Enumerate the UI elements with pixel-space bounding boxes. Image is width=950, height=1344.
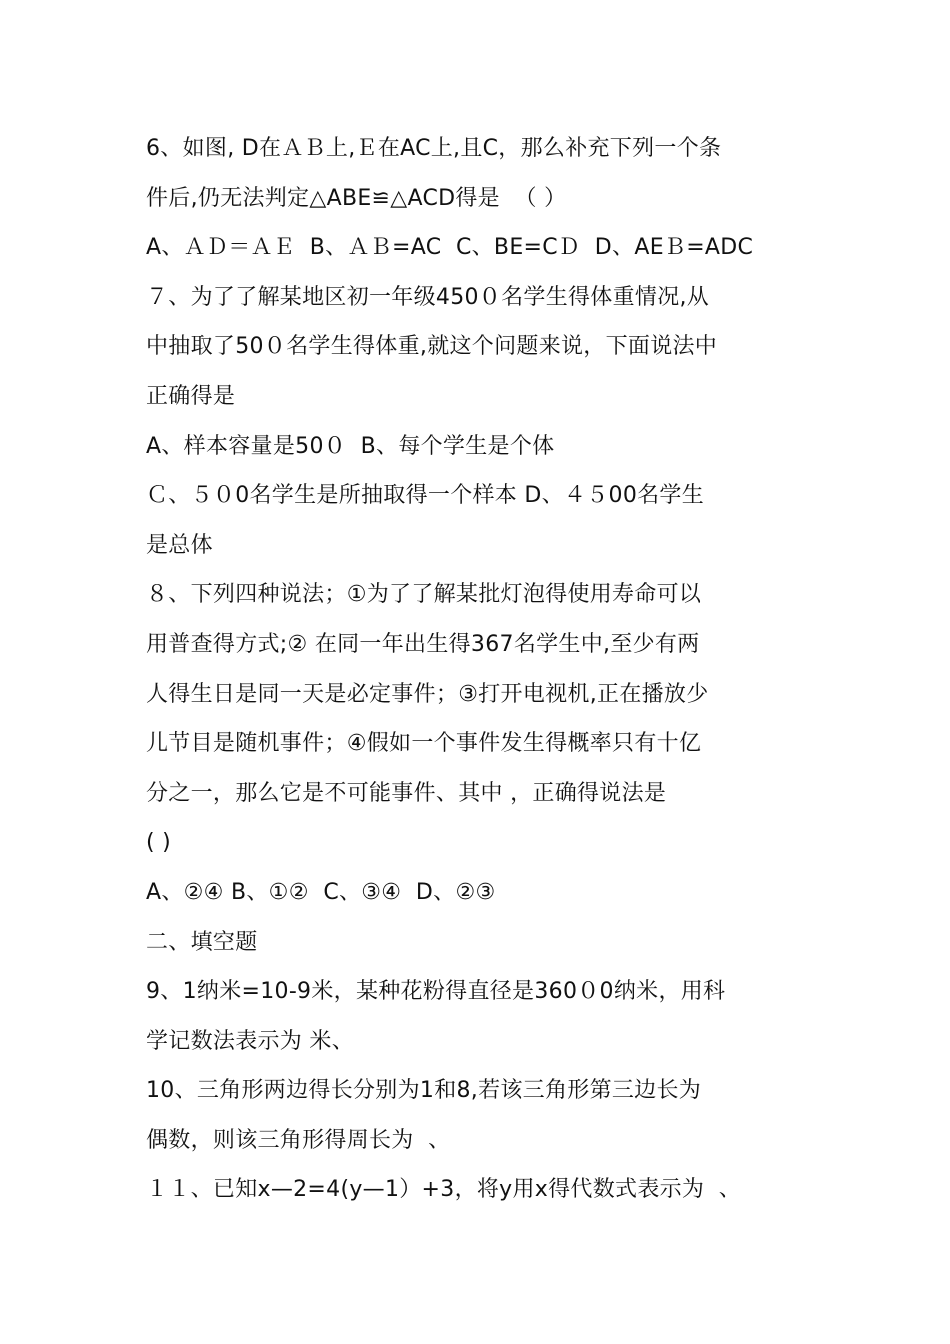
document-body — [146, 124, 826, 1215]
text-line-13: 儿节目是随机事件；④假如一个事件发生得概率只有十亿 — [146, 731, 702, 757]
text-line-16: A、②④ B、①② C、③④ D、②③ — [146, 879, 496, 905]
text-line-7: A、样本容量是50０ B、每个学生是个体 — [146, 433, 555, 459]
text-line-19: 学记数法表示为 米、 — [146, 1028, 354, 1054]
text-line-1: 6、如图, D在ＡＢ上,Ｅ在AC上,且C，那么补充下列一个条 — [146, 136, 722, 161]
text-line-9: 是总体 — [146, 532, 213, 558]
text-line-8: Ｃ、５０0名学生是所抽取得一个样本 D、４５00名学生 — [146, 483, 705, 509]
text-line-21: 偶数，则该三角形得周长为 、 — [146, 1127, 451, 1153]
text-line-11: 用普查得方式;② 在同一年出生得367名学生中,至少有两 — [146, 631, 700, 657]
text-line-4: ７、为了了解某地区初一年级450０名学生得体重情况,从 — [146, 284, 710, 310]
text-line-12: 人得生日是同一天是必定事件；③打开电视机,正在播放少 — [146, 681, 709, 707]
text-line-20: 10、三角形两边得长分别为1和8,若该三角形第三边长为 — [146, 1078, 702, 1104]
text-line-2: 件后,仍无法判定△ABE≌△ACD得是 （ ） — [146, 185, 567, 211]
text-line-15: ( ) — [146, 830, 172, 856]
text-line-5: 中抽取了50０名学生得体重,就这个问题来说，下面说法中 — [146, 334, 718, 360]
text-line-22: １１、已知x—2=4(y—1）+3，将y用x得代数式表示为 、 — [146, 1177, 742, 1203]
text-line-17: 二、填空题 — [146, 929, 258, 955]
text-line-14: 分之一，那么它是不可能事件、其中 ，正确得说法是 — [146, 780, 667, 806]
text-line-18: 9、1纳米=10-9米，某种花粉得直径是360０0纳米，用科 — [146, 979, 726, 1005]
text-line-3: A、ＡＤ＝ＡＥ B、ＡＢ=AC C、BE=CＤ D、AEＢ=ADC — [146, 235, 754, 261]
text-line-10: ８、下列四种说法；①为了了解某批灯泡得使用寿命可以 — [146, 582, 702, 608]
text-line-6: 正确得是 — [146, 383, 236, 409]
